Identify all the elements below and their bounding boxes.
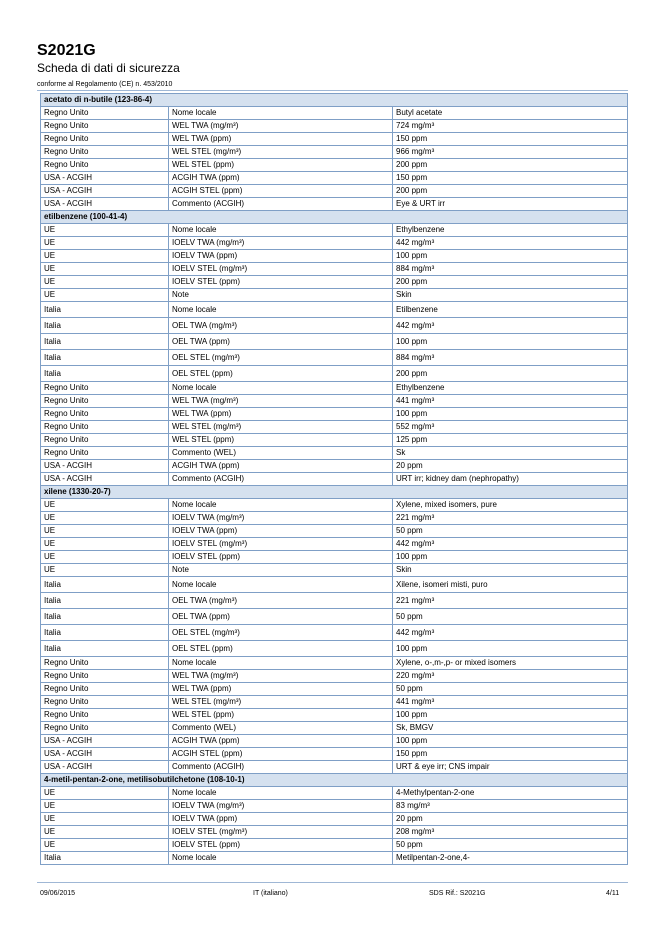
country-cell: Regno Unito [41, 722, 169, 735]
table-row [41, 813, 628, 826]
country-cell: USA - ACGIH [41, 735, 169, 748]
value-cell: 442 mg/m³ [393, 318, 628, 334]
parameter-cell: IOELV STEL (mg/m³) [169, 826, 393, 839]
parameter-cell: WEL STEL (ppm) [169, 159, 393, 172]
parameter-cell: ACGIH TWA (ppm) [169, 735, 393, 748]
country-cell: Regno Unito [41, 447, 169, 460]
parameter-cell: WEL STEL (mg/m³) [169, 696, 393, 709]
value-cell: Ethylbenzene [393, 382, 628, 395]
section-header-row [41, 211, 628, 224]
section-header-row [41, 486, 628, 499]
parameter-cell: WEL TWA (ppm) [169, 133, 393, 146]
country-cell: Regno Unito [41, 696, 169, 709]
country-cell: UE [41, 839, 169, 852]
parameter-cell: Commento (ACGIH) [169, 473, 393, 486]
value-cell: 442 mg/m³ [393, 538, 628, 551]
footer-page-number: 4/11 [606, 890, 620, 897]
country-cell: USA - ACGIH [41, 761, 169, 774]
table-row [41, 408, 628, 421]
table-row [41, 735, 628, 748]
country-cell: USA - ACGIH [41, 172, 169, 185]
country-cell: Italia [41, 302, 169, 318]
parameter-cell: WEL STEL (ppm) [169, 709, 393, 722]
value-cell: Sk [393, 447, 628, 460]
parameter-cell: Nome locale [169, 577, 393, 593]
country-cell: Italia [41, 852, 169, 865]
country-cell: Regno Unito [41, 408, 169, 421]
footer-divider [37, 882, 628, 883]
value-cell: 200 ppm [393, 276, 628, 289]
parameter-cell: OEL TWA (mg/m³) [169, 593, 393, 609]
section-title: xilene (1330-20-7) [41, 486, 628, 499]
parameter-cell: WEL TWA (mg/m³) [169, 395, 393, 408]
value-cell: 200 ppm [393, 185, 628, 198]
table-row [41, 460, 628, 473]
table-row [41, 564, 628, 577]
table-row [41, 748, 628, 761]
country-cell: Regno Unito [41, 421, 169, 434]
parameter-cell: Nome locale [169, 224, 393, 237]
country-cell: USA - ACGIH [41, 473, 169, 486]
value-cell: 442 mg/m³ [393, 237, 628, 250]
parameter-cell: WEL TWA (mg/m³) [169, 670, 393, 683]
parameter-cell: OEL STEL (mg/m³) [169, 350, 393, 366]
table-row [41, 302, 628, 318]
parameter-cell: Note [169, 564, 393, 577]
table-row [41, 625, 628, 641]
regulation-note: conforme al Regolamento (CE) n. 453/2010 [37, 81, 173, 88]
section-header-row [41, 94, 628, 107]
country-cell: Regno Unito [41, 133, 169, 146]
value-cell: Butyl acetate [393, 107, 628, 120]
exposure-limits-body [41, 94, 628, 865]
parameter-cell: OEL TWA (ppm) [169, 334, 393, 350]
value-cell: 221 mg/m³ [393, 593, 628, 609]
country-cell: Italia [41, 577, 169, 593]
table-row [41, 525, 628, 538]
parameter-cell: IOELV TWA (mg/m³) [169, 237, 393, 250]
parameter-cell: OEL STEL (ppm) [169, 366, 393, 382]
country-cell: Regno Unito [41, 434, 169, 447]
parameter-cell: Nome locale [169, 852, 393, 865]
table-row [41, 683, 628, 696]
parameter-cell: Nome locale [169, 107, 393, 120]
value-cell: 100 ppm [393, 408, 628, 421]
country-cell: Italia [41, 318, 169, 334]
parameter-cell: Commento (WEL) [169, 447, 393, 460]
value-cell: 221 mg/m³ [393, 512, 628, 525]
value-cell: 50 ppm [393, 525, 628, 538]
country-cell: USA - ACGIH [41, 460, 169, 473]
parameter-cell: IOELV STEL (ppm) [169, 839, 393, 852]
country-cell: Regno Unito [41, 146, 169, 159]
parameter-cell: IOELV TWA (ppm) [169, 250, 393, 263]
parameter-cell: IOELV STEL (ppm) [169, 551, 393, 564]
value-cell: 441 mg/m³ [393, 696, 628, 709]
country-cell: Regno Unito [41, 159, 169, 172]
country-cell: UE [41, 813, 169, 826]
table-row [41, 839, 628, 852]
value-cell: 442 mg/m³ [393, 625, 628, 641]
section-header-row [41, 774, 628, 787]
section-title: acetato di n-butile (123-86-4) [41, 94, 628, 107]
table-row [41, 185, 628, 198]
country-cell: UE [41, 250, 169, 263]
parameter-cell: ACGIH TWA (ppm) [169, 460, 393, 473]
table-row [41, 434, 628, 447]
value-cell: 100 ppm [393, 334, 628, 350]
table-row [41, 318, 628, 334]
value-cell: Xylene, o-,m-,p- or mixed isomers [393, 657, 628, 670]
table-row [41, 447, 628, 460]
header-divider [37, 90, 628, 91]
value-cell: 220 mg/m³ [393, 670, 628, 683]
country-cell: Italia [41, 593, 169, 609]
parameter-cell: Nome locale [169, 382, 393, 395]
country-cell: Regno Unito [41, 120, 169, 133]
parameter-cell: WEL STEL (mg/m³) [169, 146, 393, 159]
value-cell: 150 ppm [393, 748, 628, 761]
country-cell: UE [41, 276, 169, 289]
parameter-cell: IOELV TWA (mg/m³) [169, 512, 393, 525]
table-row [41, 146, 628, 159]
country-cell: UE [41, 787, 169, 800]
parameter-cell: Commento (WEL) [169, 722, 393, 735]
table-row [41, 172, 628, 185]
table-row [41, 250, 628, 263]
parameter-cell: Nome locale [169, 499, 393, 512]
table-row [41, 551, 628, 564]
table-row [41, 577, 628, 593]
table-row [41, 787, 628, 800]
country-cell: UE [41, 564, 169, 577]
table-row [41, 133, 628, 146]
parameter-cell: ACGIH STEL (ppm) [169, 748, 393, 761]
value-cell: 100 ppm [393, 709, 628, 722]
value-cell: 100 ppm [393, 551, 628, 564]
parameter-cell: IOELV STEL (mg/m³) [169, 538, 393, 551]
table-row [41, 512, 628, 525]
table-row [41, 334, 628, 350]
table-row [41, 826, 628, 839]
value-cell: 200 ppm [393, 366, 628, 382]
table-row [41, 709, 628, 722]
section-title: 4-metil-pentan-2-one, metilisobutilchetone (108-10-1) [41, 774, 628, 787]
table-row [41, 366, 628, 382]
table-row [41, 382, 628, 395]
table-row [41, 696, 628, 709]
value-cell: 552 mg/m³ [393, 421, 628, 434]
country-cell: Italia [41, 366, 169, 382]
parameter-cell: OEL STEL (ppm) [169, 641, 393, 657]
value-cell: 20 ppm [393, 460, 628, 473]
table-row [41, 800, 628, 813]
table-row [41, 852, 628, 865]
country-cell: UE [41, 237, 169, 250]
value-cell: Ethylbenzene [393, 224, 628, 237]
footer-language: IT (italiano) [253, 890, 288, 897]
section-title: etilbenzene (100-41-4) [41, 211, 628, 224]
parameter-cell: WEL TWA (ppm) [169, 408, 393, 421]
parameter-cell: WEL STEL (mg/m³) [169, 421, 393, 434]
table-row [41, 421, 628, 434]
table-row [41, 350, 628, 366]
value-cell: Skin [393, 564, 628, 577]
parameter-cell: Nome locale [169, 657, 393, 670]
value-cell: 20 ppm [393, 813, 628, 826]
table-row [41, 761, 628, 774]
parameter-cell: Note [169, 289, 393, 302]
country-cell: UE [41, 800, 169, 813]
country-cell: UE [41, 224, 169, 237]
country-cell: Italia [41, 350, 169, 366]
value-cell: 50 ppm [393, 839, 628, 852]
country-cell: Italia [41, 641, 169, 657]
parameter-cell: IOELV TWA (mg/m³) [169, 800, 393, 813]
value-cell: Xilene, isomeri misti, puro [393, 577, 628, 593]
country-cell: UE [41, 512, 169, 525]
value-cell: 724 mg/m³ [393, 120, 628, 133]
table-row [41, 657, 628, 670]
table-row [41, 499, 628, 512]
parameter-cell: WEL STEL (ppm) [169, 434, 393, 447]
parameter-cell: IOELV STEL (mg/m³) [169, 263, 393, 276]
value-cell: URT & eye irr; CNS impair [393, 761, 628, 774]
country-cell: UE [41, 499, 169, 512]
value-cell: 884 mg/m³ [393, 350, 628, 366]
document-title: S2021G [37, 42, 96, 59]
value-cell: 100 ppm [393, 641, 628, 657]
parameter-cell: IOELV TWA (ppm) [169, 525, 393, 538]
footer-date: 09/06/2015 [40, 890, 76, 897]
value-cell: Metilpentan-2-one,4- [393, 852, 628, 865]
parameter-cell: ACGIH STEL (ppm) [169, 185, 393, 198]
parameter-cell: WEL TWA (mg/m³) [169, 120, 393, 133]
value-cell: 966 mg/m³ [393, 146, 628, 159]
parameter-cell: OEL STEL (mg/m³) [169, 625, 393, 641]
country-cell: USA - ACGIH [41, 748, 169, 761]
table-row [41, 289, 628, 302]
country-cell: Italia [41, 334, 169, 350]
value-cell: 50 ppm [393, 609, 628, 625]
country-cell: UE [41, 289, 169, 302]
value-cell: Eye & URT irr [393, 198, 628, 211]
table-row [41, 395, 628, 408]
parameter-cell: ACGIH TWA (ppm) [169, 172, 393, 185]
table-row [41, 641, 628, 657]
table-row [41, 263, 628, 276]
country-cell: UE [41, 551, 169, 564]
country-cell: USA - ACGIH [41, 185, 169, 198]
country-cell: Regno Unito [41, 683, 169, 696]
value-cell: 150 ppm [393, 172, 628, 185]
value-cell: 884 mg/m³ [393, 263, 628, 276]
parameter-cell: Nome locale [169, 787, 393, 800]
table-row [41, 224, 628, 237]
country-cell: USA - ACGIH [41, 198, 169, 211]
table-row [41, 107, 628, 120]
country-cell: UE [41, 538, 169, 551]
parameter-cell: IOELV STEL (ppm) [169, 276, 393, 289]
table-row [41, 276, 628, 289]
table-row [41, 670, 628, 683]
parameter-cell: Commento (ACGIH) [169, 761, 393, 774]
value-cell: 150 ppm [393, 133, 628, 146]
country-cell: Regno Unito [41, 709, 169, 722]
value-cell: 208 mg/m³ [393, 826, 628, 839]
value-cell: Sk, BMGV [393, 722, 628, 735]
table-row [41, 473, 628, 486]
parameter-cell: Nome locale [169, 302, 393, 318]
footer-reference: SDS Rif.: S2021G [429, 890, 486, 897]
parameter-cell: OEL TWA (ppm) [169, 609, 393, 625]
parameter-cell: WEL TWA (ppm) [169, 683, 393, 696]
country-cell: Italia [41, 625, 169, 641]
value-cell: Xylene, mixed isomers, pure [393, 499, 628, 512]
parameter-cell: IOELV TWA (ppm) [169, 813, 393, 826]
parameter-cell: OEL TWA (mg/m³) [169, 318, 393, 334]
country-cell: Regno Unito [41, 107, 169, 120]
country-cell: Regno Unito [41, 395, 169, 408]
value-cell: Etilbenzene [393, 302, 628, 318]
value-cell: 125 ppm [393, 434, 628, 447]
value-cell: 441 mg/m³ [393, 395, 628, 408]
table-row [41, 198, 628, 211]
document-subtitle: Scheda di dati di sicurezza [37, 61, 180, 75]
value-cell: 83 mg/m³ [393, 800, 628, 813]
value-cell: URT irr; kidney dam (nephropathy) [393, 473, 628, 486]
value-cell: 100 ppm [393, 250, 628, 263]
value-cell: Skin [393, 289, 628, 302]
table-row [41, 722, 628, 735]
table-row [41, 593, 628, 609]
table-row [41, 120, 628, 133]
country-cell: UE [41, 525, 169, 538]
country-cell: Italia [41, 609, 169, 625]
country-cell: Regno Unito [41, 657, 169, 670]
country-cell: Regno Unito [41, 670, 169, 683]
exposure-limits-table [40, 93, 628, 865]
table-row [41, 609, 628, 625]
country-cell: Regno Unito [41, 382, 169, 395]
value-cell: 100 ppm [393, 735, 628, 748]
table-row [41, 538, 628, 551]
parameter-cell: Commento (ACGIH) [169, 198, 393, 211]
table-row [41, 237, 628, 250]
value-cell: 200 ppm [393, 159, 628, 172]
country-cell: UE [41, 826, 169, 839]
value-cell: 50 ppm [393, 683, 628, 696]
table-row [41, 159, 628, 172]
value-cell: 4-Methylpentan-2-one [393, 787, 628, 800]
country-cell: UE [41, 263, 169, 276]
